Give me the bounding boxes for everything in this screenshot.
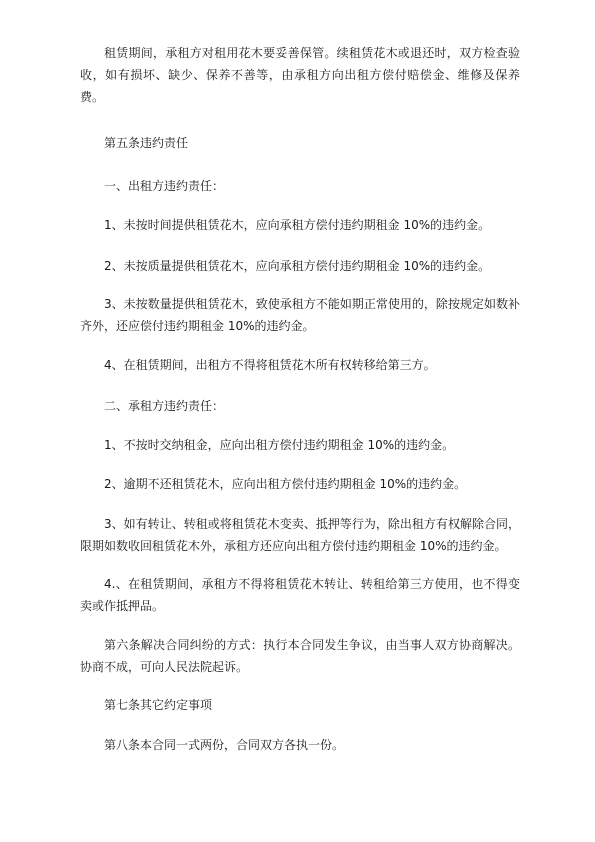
paragraph-lessee-item-2: 2、逾期不还租赁花木，应向出租方偿付违约期租金 10%的违约金。 [104, 477, 467, 491]
paragraph-lessee-item-3: 3、如有转让、转租或将租赁花木变卖、抵押等行为，除出租方有权解除合同，限期如数收回租赁花木外，承租方还应向出租方偿付违约期租金 10%的违约金。 [80, 517, 520, 553]
paragraph-article-8: 第八条本合同一式两份，合同双方各执一份。 [104, 738, 345, 752]
heading-lessee-liability: 二、承租方违约责任： [104, 399, 225, 413]
paragraph-lessor-item-3: 3、未按数量提供租赁花木，致使承租方不能如期正常使用的，除按规定如数补齐外，还应偿付违约期租金 10%的违约金。 [80, 297, 520, 333]
heading-article-5: 第五条违约责任 [104, 136, 189, 150]
paragraph-lease-custody: 租赁期间，承租方对租用花木要妥善保管。续租赁花木或退还时，双方检查验收，如有损坏、缺少、保养不善等，由承租方向出租方偿付赔偿金、维修及保养费。 [80, 46, 520, 104]
paragraph-lessee-item-1: 1、不按时交纳租金，应向出租方偿付违约期租金 10%的违约金。 [104, 438, 455, 452]
heading-lessor-liability: 一、出租方违约责任： [104, 179, 225, 193]
paragraph-lessee-item-4: 4.、在租赁期间，承租方不得将租赁花木转让、转租给第三方使用，也不得变卖或作抵押品。 [80, 577, 520, 613]
paragraph-lessor-item-4: 4、在租赁期间，出租方不得将租赁花木所有权转移给第三方。 [104, 358, 436, 372]
paragraph-lessor-item-1: 1、未按时间提供租赁花木，应向承租方偿付违约期租金 10%的违约金。 [104, 218, 491, 232]
paragraph-lessor-item-2: 2、未按质量提供租赁花木，应向承租方偿付违约期租金 10%的违约金。 [104, 259, 491, 273]
paragraph-article-6: 第六条解决合同纠纷的方式：执行本合同发生争议，由当事人双方协商解决。协商不成，可向人民法院起诉。 [80, 638, 520, 674]
heading-article-7: 第七条其它约定事项 [104, 698, 213, 712]
